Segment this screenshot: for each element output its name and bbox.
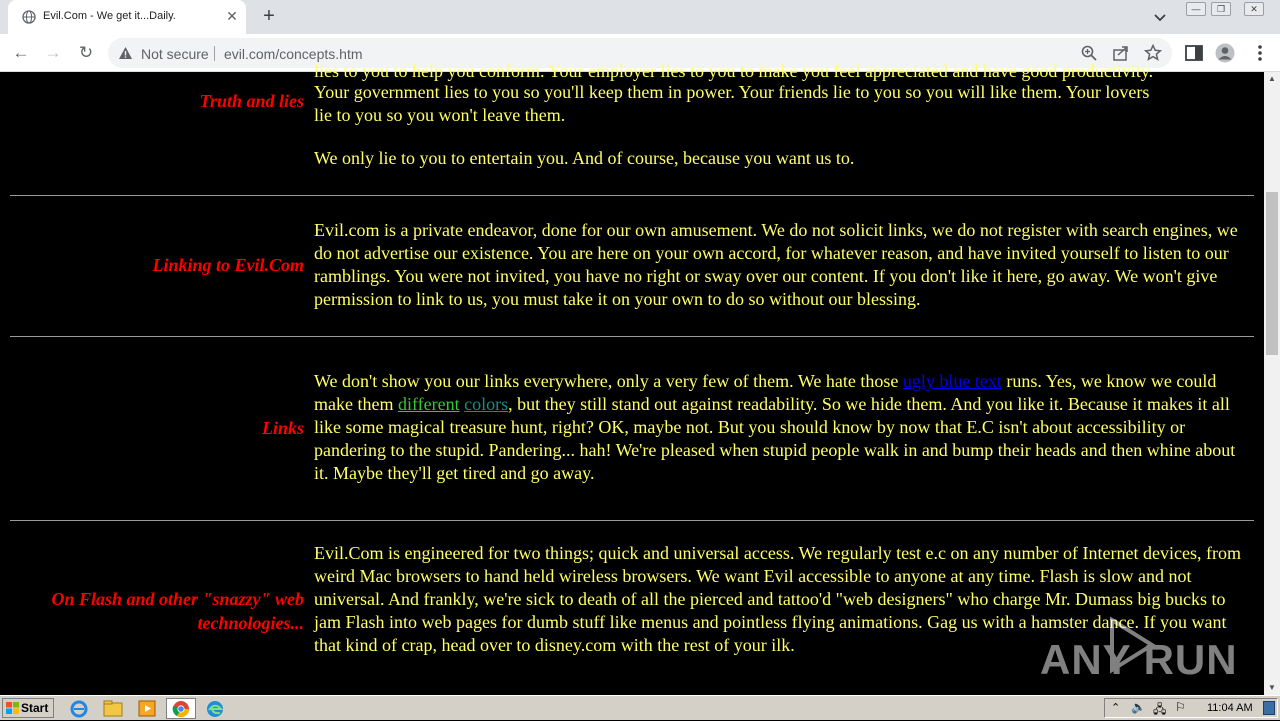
network-icon[interactable]: 🖧 — [1153, 702, 1167, 716]
chrome-taskbar-button[interactable] — [166, 698, 196, 719]
ie-icon[interactable] — [68, 698, 90, 719]
back-button[interactable]: ← — [12, 43, 30, 62]
links-text-1: We don't show you our links everywhere, only a very few of them. We hate those — [314, 371, 903, 391]
chrome-icon — [172, 700, 190, 718]
heading-flash-line-1: On Flash and other "snazzy" web — [51, 589, 304, 609]
colors-link[interactable]: colors — [464, 394, 509, 414]
security-label[interactable]: Not secure — [141, 46, 209, 62]
new-tab-button[interactable]: + — [263, 5, 275, 27]
taskbar — [0, 695, 1280, 720]
ugly-blue-text-link[interactable]: ugly blue text — [902, 371, 1002, 391]
section-divider — [10, 195, 1254, 196]
page-content — [0, 61, 1264, 695]
tray-expand-icon[interactable]: ⌃ — [1111, 702, 1121, 714]
heading-truth-and-lies: Truth and lies — [199, 91, 304, 111]
edge-icon[interactable] — [204, 698, 226, 719]
start-button[interactable] — [2, 698, 54, 718]
url-text[interactable]: evil.com/concepts.htm — [224, 46, 363, 62]
globe-icon — [22, 10, 36, 24]
start-label: Start — [21, 701, 49, 715]
maximize-button[interactable]: ❐ — [1211, 2, 1231, 16]
windows-logo-icon — [6, 702, 19, 714]
tab-strip — [0, 0, 1280, 34]
links-text-2: runs. Yes, we know we could make them — [314, 371, 1217, 414]
tab-title: Evil.Com - We get it...Daily. — [43, 10, 176, 22]
tab-close-icon[interactable]: ✕ — [226, 8, 238, 24]
system-tray — [1104, 698, 1278, 718]
heading-flash — [51, 587, 304, 635]
heading-linking: Linking to Evil.Com — [152, 255, 304, 275]
media-player-icon[interactable] — [136, 698, 158, 719]
clock[interactable]: 11:04 AM — [1207, 702, 1253, 714]
volume-icon[interactable]: 🔈 — [1131, 700, 1146, 714]
menu-dots-icon[interactable] — [1250, 43, 1270, 63]
section-divider — [10, 520, 1254, 521]
folder-icon[interactable] — [102, 698, 124, 719]
truth-lies-cut-line: lies to you to help you conform. Your employer lies to you to make you feel appreciated and have good productivity. — [314, 61, 1154, 81]
scroll-thumb[interactable] — [1266, 192, 1278, 355]
flag-icon[interactable]: ⚐ — [1175, 700, 1186, 714]
warning-icon — [118, 46, 133, 60]
browser-tab[interactable] — [8, 0, 246, 34]
linking-paragraph: Evil.com is a private endeavor, done for our own amusement. We do not solicit links, we do not register with search engines, we do not advertise our existence. You are here on your own accord, for whatever reason, and have invited yourself to listen to our ramblings. You were not invited, you have no right or sway over our content. If you don't like it here, go away. We won't give permission to link to us, you must take it on your own to do so without our blessing. — [314, 220, 1238, 309]
truth-lies-line-1: Your government lies to you so you'll keep them in power. Your friends lie to you so you will like them. Your lovers — [314, 82, 1150, 102]
forward-button[interactable]: → — [44, 43, 62, 62]
links-text-4: , but they still stand out against readability. So we hide them. And you like it. Because it makes it all like some magical treasure hunt, right? OK, maybe not. But you should know by now that E.C isn't about accessibility or pandering to the stupid. Pandering... hah! We're pleased when stupid people walk in and bump their heads and then whine about it. Maybe they'll get tired and go away. — [314, 394, 1236, 483]
reload-button[interactable]: ↻ — [78, 43, 94, 62]
show-desktop-icon[interactable] — [1263, 701, 1275, 715]
minimize-button[interactable]: — — [1186, 2, 1206, 16]
scroll-up-arrow-icon[interactable]: ▲ — [1268, 74, 1276, 83]
heading-links: Links — [261, 418, 304, 438]
omnibox-divider — [214, 46, 215, 61]
section-divider — [10, 336, 1254, 337]
different-link[interactable]: different — [397, 394, 460, 414]
truth-lies-paragraph-2: We only lie to you to entertain you. And of course, because you want us to. — [314, 148, 855, 168]
links-paragraph — [314, 370, 1250, 485]
close-window-button[interactable]: ✕ — [1244, 2, 1264, 16]
flash-paragraph: Evil.Com is engineered for two things; quick and universal access. We regularly test e.c on any number of Internet devices, from weird Mac browsers to hand held wireless browsers. We want Evil accessible to anyone at any time. Flash is slow and not universal. And frankly, we're sick to death of all the pierced and tattoo'd "web designers" who charge Mr. Dumass big bucks to jam Flash into web pages for dumb stuff like menus and pointless flying animations. Gag us with a hamster dance. If you want that kind of crap, head over to disney.com with the rest of your ilk. — [314, 543, 1241, 655]
watermark-text: ANY RUN — [1040, 636, 1238, 683]
heading-flash-line-2: technologies... — [197, 613, 304, 633]
scroll-down-arrow-icon[interactable]: ▼ — [1268, 683, 1276, 692]
page-scrollbar[interactable] — [1264, 72, 1280, 695]
anyrun-watermark — [1040, 612, 1240, 682]
truth-lies-line-2: lie to you so you won't leave them. — [314, 105, 566, 125]
tab-search-icon[interactable] — [1151, 8, 1169, 26]
